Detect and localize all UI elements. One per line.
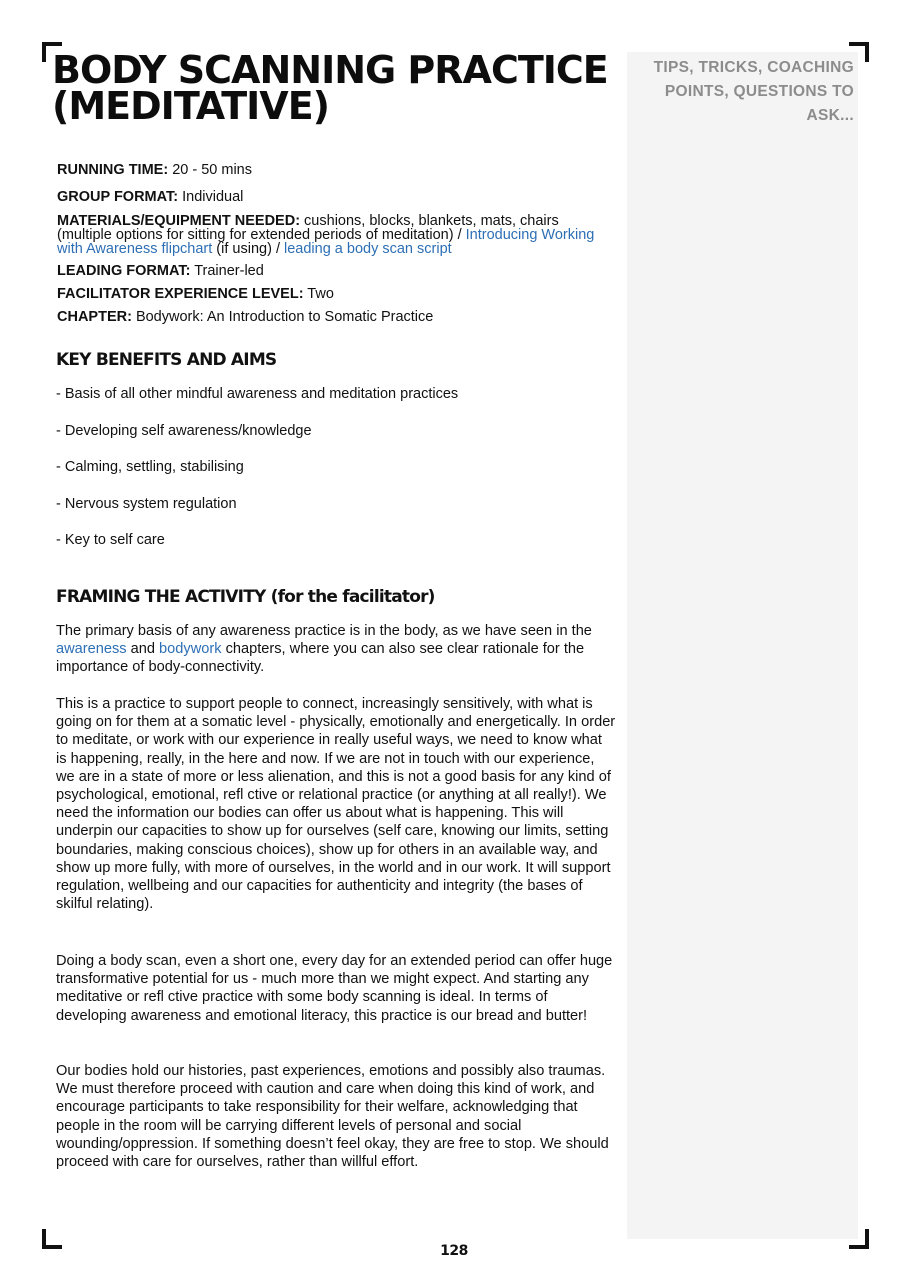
group-format-label: GROUP FORMAT:: [57, 189, 179, 205]
awareness-link[interactable]: awareness: [56, 641, 127, 658]
chapter-label: CHAPTER:: [57, 309, 132, 325]
page-title: BODY SCANNING PRACTICE (MEDITATIVE): [52, 48, 608, 128]
corner-mark-top-left: [42, 42, 46, 62]
running-time-value: 20 - 50 mins: [168, 162, 252, 178]
framing-paragraph-4: Our bodies hold our histories, past experiences, emotions and possibly also traumas. We must therefore proceed with caution and care when doing this kind of work, and encourage participants to take responsibility for their welfare, acknowledging that people in the room will be carrying different levels of personal and social wounding/oppression. If something doesn’t feel okay, they are free to stop. We should proceed with care for ourselves, rather than willful effort.: [56, 1063, 609, 1171]
benefit-item: - Calming, settling, stabilising: [56, 459, 244, 475]
experience-level: [57, 287, 617, 301]
materials-label: MATERIALS/EQUIPMENT NEEDED:: [57, 213, 301, 229]
sidebar-heading: TIPS, TRICKS, COACHING POINTS, QUESTIONS TO ASK...: [653, 59, 854, 124]
chapter-value: Bodywork: An Introduction to Somatic Practice: [131, 309, 434, 325]
framing-text: The primary basis of any awareness practice is in the body, as we have seen in the: [56, 623, 592, 639]
body-scan-script-link[interactable]: leading a body scan script: [284, 241, 452, 257]
materials-mid: (if using) /: [212, 241, 284, 257]
corner-mark-top-right: [865, 42, 869, 62]
materials-value: cushions, blocks, blankets, mats, chairs (multiple options for sitting for extended periods of meditation) /: [57, 213, 559, 243]
framing-text: and: [126, 641, 160, 658]
experience-level-value: Two: [303, 286, 334, 302]
benefit-item: - Nervous system regulation: [56, 496, 237, 512]
page-number: 128: [440, 1243, 468, 1259]
framing-heading: FRAMING THE ACTIVITY (for the facilitator): [56, 587, 435, 607]
leading-format-label: LEADING FORMAT:: [57, 263, 191, 279]
experience-level-label: FACILITATOR EXPERIENCE LEVEL:: [57, 286, 304, 302]
materials: [57, 214, 617, 256]
leading-format: [57, 264, 617, 278]
benefit-item: - Developing self awareness/knowledge: [56, 423, 312, 439]
framing-text: chapters, where you can also see clear rationale for the importance of body-connectivity.: [56, 641, 585, 676]
benefit-item: - Key to self care: [56, 532, 165, 548]
benefits-heading: KEY BENEFITS AND AIMS: [56, 350, 277, 370]
leading-format-value: Trainer-led: [190, 263, 264, 279]
chapter: [57, 310, 617, 324]
tips-sidebar: [627, 52, 858, 1239]
benefit-item: - Basis of all other mindful awareness and meditation practices: [56, 386, 459, 402]
framing-paragraph-3: Doing a body scan, even a short one, every day for an extended period can offer huge transformative potential for us - much more than we might expect. And starting any meditative or refl ctive practice with some body scanning is ideal. In terms of developing awareness and emotional literacy, this practice is our bread and butter!: [56, 953, 613, 1024]
running-time: [57, 163, 617, 177]
framing-paragraph-1: [56, 622, 616, 677]
group-format-value: Individual: [178, 189, 244, 205]
flipchart-link[interactable]: Introducing Working with Awareness flipchart: [57, 227, 595, 257]
group-format: [57, 190, 617, 204]
bodywork-link[interactable]: bodywork: [159, 641, 222, 658]
framing-paragraph-2: This is a practice to support people to connect, increasingly sensitively, with what is going on for them at a somatic level - physically, emotionally and energetically. In order to meditate, or work with our experience in really useful ways, we need to know what is happening, really, in the here and now. If we are not in touch with our experience, we are in a state of more or less alienation, and this is not a good basis for any kind of psychological, emotional, refl ctive or relational practice (or anything at all really!). We need the information our bodies can offer us about what is happening. This will underpin our capacities to show up for ourselves (self care, knowing our limits, setting boundaries, making conscious choices), show up for others in an available way, and show up more fully, with more of ourselves, in the world and in our work. It will support regulation, wellbeing and our capacities for authenticity and integrity (the bases of skilful relating).: [56, 696, 616, 913]
running-time-label: RUNNING TIME:: [57, 162, 169, 178]
